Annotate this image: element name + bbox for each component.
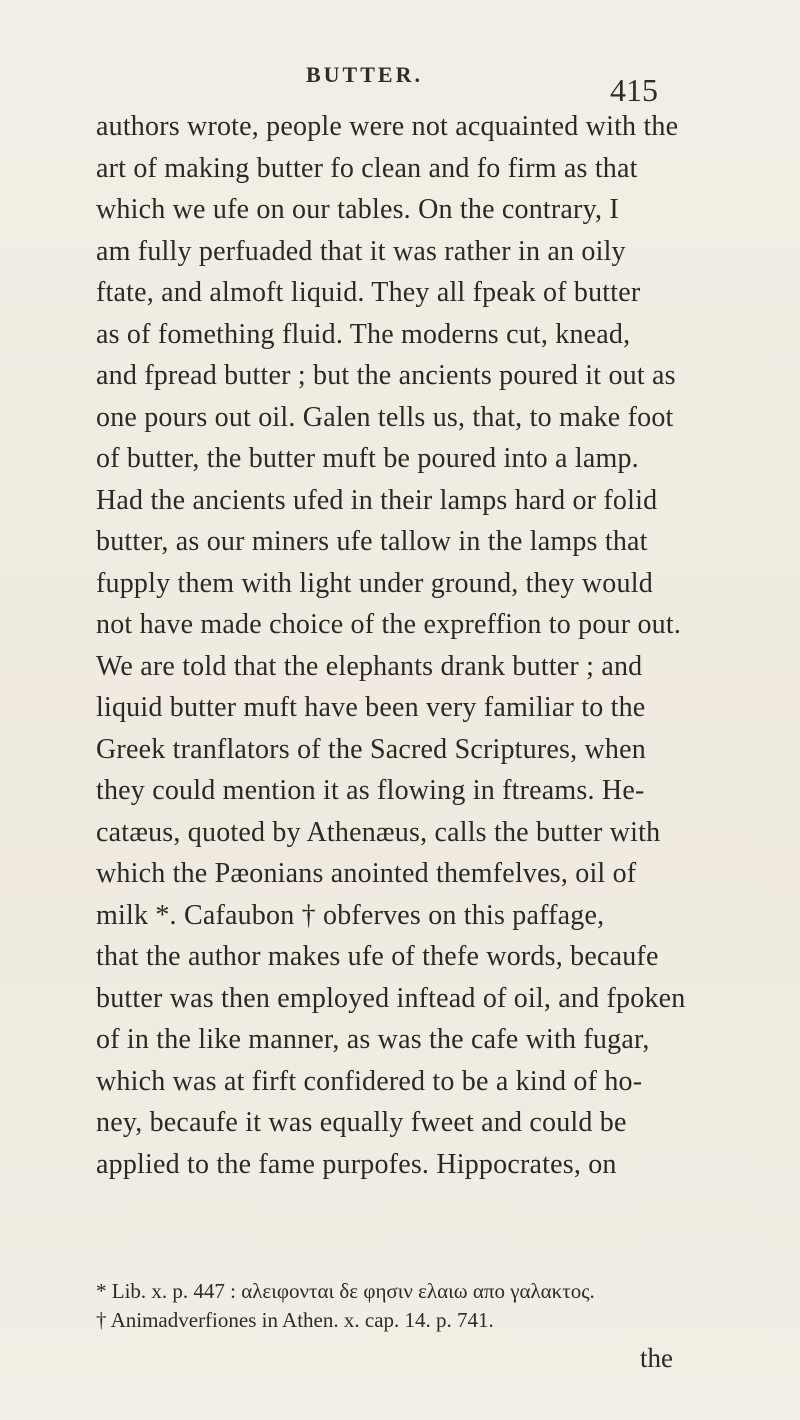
text-line: We are told that the elephants drank butter ; and <box>96 650 643 682</box>
page-header <box>0 62 800 110</box>
text-line: as of fomething fluid. The moderns cut, knead, <box>96 318 631 350</box>
text-line: fupply them with light under ground, they would <box>96 567 653 599</box>
catchword: the <box>640 1343 673 1373</box>
text-line: of butter, the butter muft be poured into a lamp. <box>96 443 639 474</box>
page-number: 415 <box>610 72 658 108</box>
footnotes <box>96 1277 736 1335</box>
text-line: catæus, quoted by Athenæus, calls the butter with <box>96 816 661 848</box>
body-text <box>96 106 716 1185</box>
text-line: am fully perfuaded that it was rather in an oily <box>96 235 626 267</box>
text-line: which the Pæonians anointed themfelves, oil of <box>96 858 637 889</box>
text-line: Had the ancients ufed in their lamps hard or folid <box>96 484 658 516</box>
text-line: authors wrote, people were not acquainted with the <box>96 111 679 142</box>
text-line: applied to the fame purpofes. Hippocrates, on <box>96 1148 617 1180</box>
text-line: Greek tranflators of the Sacred Scriptures, when <box>96 733 646 765</box>
text-line: and fpread butter ; but the ancients poured it out as <box>96 360 676 391</box>
text-line: which we ufe on our tables. On the contrary, I <box>96 194 619 225</box>
text-line: not have made choice of the expreffion to pour out. <box>96 609 682 640</box>
text-line: that the author makes ufe of thefe words, becaufe <box>96 941 659 972</box>
text-line: of in the like manner, as was the cafe with fugar, <box>96 1024 650 1055</box>
text-line: they could mention it as flowing in ftreams. He- <box>96 775 645 806</box>
text-line: which was at firft confidered to be a kind of ho- <box>96 1065 643 1097</box>
text-line: butter was then employed inftead of oil, and fpoken <box>96 982 686 1014</box>
text-line: ney, becaufe it was equally fweet and could be <box>96 1107 627 1138</box>
text-line: one pours out oil. Galen tells us, that, to make foot <box>96 401 674 433</box>
text-line: milk *. Cafaubon † obferves on this paffage, <box>96 899 605 931</box>
text-line: ftate, and almoft liquid. They all fpeak of butter <box>96 277 641 308</box>
text-line: butter, as our miners ufe tallow in the lamps that <box>96 526 648 557</box>
text-line: art of making butter fo clean and fo firm as that <box>96 152 638 184</box>
text-line: liquid butter muft have been very familiar to the <box>96 692 646 723</box>
running-head: BUTTER. <box>306 62 423 87</box>
footnote: * Lib. x. p. 447 : αλειφονται δε φησιν ελαιω απο γαλακτος. <box>96 1279 595 1303</box>
footnote: † Animadverfiones in Athen. x. cap. 14. p. 741. <box>96 1308 494 1332</box>
